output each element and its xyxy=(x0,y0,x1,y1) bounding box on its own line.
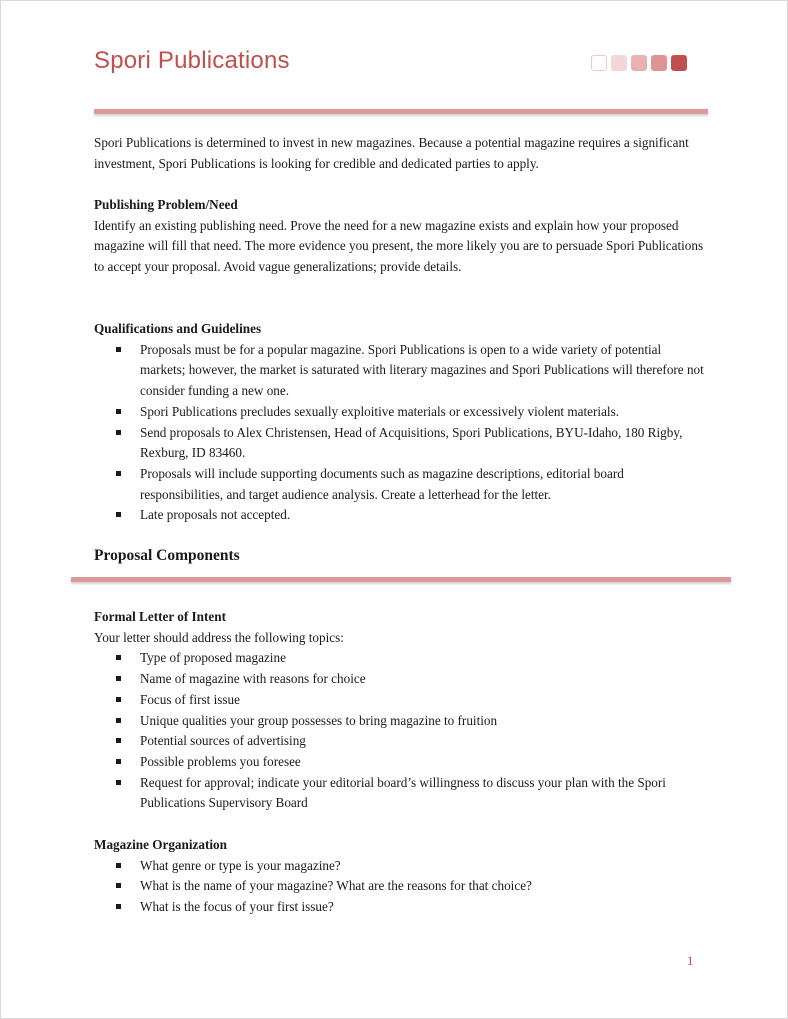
letter-list xyxy=(94,648,704,814)
list-item: Request for approval; indicate your editorial board’s willingness to discuss your plan with the Spori Publications Supervisory Board xyxy=(94,773,704,814)
header-divider xyxy=(94,109,708,114)
list-item: What is the focus of your first issue? xyxy=(94,897,704,918)
list-item: Potential sources of advertising xyxy=(94,731,704,752)
bullet-icon xyxy=(116,676,121,681)
list-item: Focus of first issue xyxy=(94,690,704,711)
components-heading: Proposal Components xyxy=(94,547,240,564)
list-item: Unique qualities your group possesses to bring magazine to fruition xyxy=(94,711,704,732)
decorative-square xyxy=(671,55,687,71)
intro-paragraph: Spori Publications is determined to invest in new magazines. Because a potential magazine requires a significant investment, Spori Publications is looking for credible and dedicated parties to apply. xyxy=(94,135,689,171)
list-item: What is the name of your magazine? What are the reasons for that choice? xyxy=(94,876,704,897)
letter-intro: Your letter should address the following topics: xyxy=(94,629,344,645)
decorative-square xyxy=(631,55,647,71)
bullet-icon xyxy=(116,409,121,414)
bullet-icon xyxy=(116,718,121,723)
qualifications-section xyxy=(94,319,704,526)
organization-section xyxy=(94,835,704,918)
bullet-icon xyxy=(116,780,121,785)
letter-heading: Formal Letter of Intent xyxy=(94,609,226,624)
problem-paragraph: Identify an existing publishing need. Prove the need for a new magazine exists and explain how your proposed magazine will fill that need. The more evidence you present, the more likely you are to persuade Spori Publications to accept your proposal. Avoid vague generalizations; provide details. xyxy=(94,217,704,275)
organization-list xyxy=(94,856,704,918)
list-item: Name of magazine with reasons for choice xyxy=(94,669,704,690)
list-item: What genre or type is your magazine? xyxy=(94,856,704,877)
bullet-icon xyxy=(116,697,121,702)
problem-section xyxy=(94,195,704,278)
list-item: Possible problems you foresee xyxy=(94,752,704,773)
bullet-icon xyxy=(116,759,121,764)
list-item: Proposals must be for a popular magazine. Spori Publications is open to a wide variety of potential markets; however, the market is saturated with literary magazines and Spori Publications will therefore not consider funding a new one. xyxy=(94,340,704,402)
bullet-icon xyxy=(116,655,121,660)
list-item: Proposals will include supporting documents such as magazine descriptions, editorial board responsibilities, and target audience analysis. Create a letterhead for the letter. xyxy=(94,464,704,505)
bullet-icon xyxy=(116,904,121,909)
document-title: Spori Publications xyxy=(94,47,290,74)
decorative-square xyxy=(611,55,627,71)
list-item: Send proposals to Alex Christensen, Head of Acquisitions, Spori Publications, BYU-Idaho, 180 Rigby, Rexburg, ID 83460. xyxy=(94,423,704,464)
bullet-icon xyxy=(116,430,121,435)
decorative-square xyxy=(591,55,607,71)
bullet-icon xyxy=(116,863,121,868)
qualifications-heading: Qualifications and Guidelines xyxy=(94,321,262,336)
letter-section xyxy=(94,607,704,814)
intro-section xyxy=(94,133,704,174)
list-item: Type of proposed magazine xyxy=(94,648,704,669)
bullet-icon xyxy=(116,347,121,352)
decorative-squares xyxy=(591,55,687,71)
page-number: 1 xyxy=(687,953,694,968)
list-item: Spori Publications precludes sexually exploitive materials or excessively violent materials. xyxy=(94,402,704,423)
bullet-icon xyxy=(116,738,121,743)
list-item: Late proposals not accepted. xyxy=(94,505,704,526)
section-divider xyxy=(71,577,731,582)
organization-heading: Magazine Organization xyxy=(94,837,227,852)
bullet-icon xyxy=(116,883,121,888)
decorative-square xyxy=(651,55,667,71)
bullet-icon xyxy=(116,512,121,517)
bullet-icon xyxy=(116,471,121,476)
qualifications-list xyxy=(94,340,704,526)
problem-heading: Publishing Problem/Need xyxy=(94,197,238,212)
